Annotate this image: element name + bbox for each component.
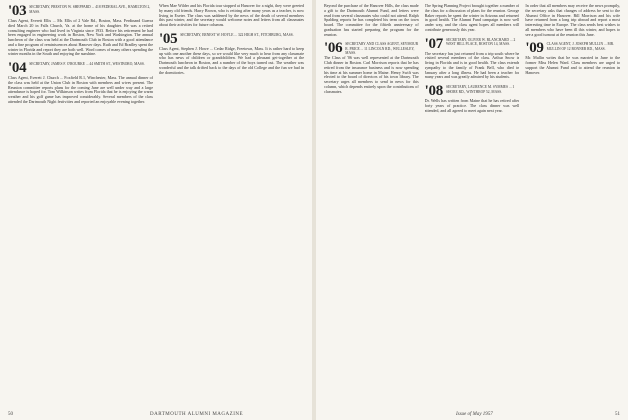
class-year: '09 bbox=[525, 40, 544, 57]
class-year: '07 bbox=[424, 35, 443, 52]
right-col-3 bbox=[525, 4, 620, 404]
class-note-1908 bbox=[425, 84, 520, 113]
right-page-columns bbox=[324, 4, 620, 404]
class-note-1904 bbox=[8, 61, 153, 105]
class-secretary-info: CLASS AGENT, J. JOSEPH MULLIN ... MR. MULLIN OF 12 BONNER RD., MASS. bbox=[546, 42, 615, 51]
class-note-continued bbox=[425, 4, 520, 33]
class-note-1909 bbox=[525, 41, 620, 75]
left-page-columns bbox=[8, 4, 304, 404]
class-secretary-info: SECRETARY, PRESTON W. SHEPPARD ... 418 FEDERAL AVE., HAMILTON 2, MASS. bbox=[29, 5, 151, 14]
class-year: '08 bbox=[424, 83, 443, 99]
class-note-text: Class Agent, Stephen J. Howe ... Cedar Ridge, Freetown, Mass. It is rather hard to keep up with one another these days, so we would like very much to hear from any classmate who has news of children or grandchildren. We had a pleasant get-together at the Dartmouth luncheon in Boston, and a number of the boys turned out. The weather was wonderful and the talk drifted back to the days of the old College and the fun we had in the dormitories. bbox=[159, 45, 304, 75]
class-secretary-info: SECRETARY, ERNEST W. HOYLE ... 322 HIGH ST., FITCHBURG, MASS. bbox=[180, 32, 294, 37]
class-note-continued bbox=[159, 4, 304, 28]
class-note-1905 bbox=[159, 32, 304, 76]
class-note-continued bbox=[324, 4, 419, 37]
class-secretary-info: SECRETARY, OLIVER W. BLANCHARD ... 2 WEST HILL PLACE, BOSTON 14, MASS. bbox=[445, 37, 516, 47]
class-secretary-info: SECRETARY, LAURENCE M. SYMMES ... 1 SHORE RD., WINTHROP 52, MASS. bbox=[445, 85, 515, 94]
class-note-text: Class Agent, Everett Ellis ... Mr. Ellis of 2 Vale Rd., Boston, Mass. Ferdinand Guerra died March 20 in Falls Church, Va. at the home of his daughter. He was a retired consulting engineer who had lived in Virginia since 1933. Before his retirement he had been engaged in engineering work in Boston, New York and Washington. The annual luncheon of the class was held at the Dartmouth Club in Boston with a good attendance and a fine program of reminiscences about Hanover days. Ruth and Ed Bradley spent the winter in Florida and report they are both well. Word comes of many others spending the winter months in the South and enjoying the sunshine. bbox=[8, 18, 153, 57]
left-col-2 bbox=[159, 4, 304, 404]
class-note-1903 bbox=[8, 4, 153, 57]
left-page bbox=[0, 0, 312, 420]
class-note-text: The Class of '06 was well represented at the Dartmouth Club dinner in Boston. Carl Morrison reports that he has retired from the insurance business and is now spending his time at his summer home in Maine. Henry Swift was elected to the board of directors of his town library. The secretary urges all members to send in news for this column, which depends entirely upon the contributions of classmates. bbox=[324, 55, 419, 94]
class-note-text: In order that all members may receive the news promptly, the secretary asks that changes of address be sent to the Alumni Office in Hanover. Bill Morrison and his wife have returned from a long trip abroad and report a most interesting time in Europe. The class sends best wishes to all members who have been ill this winter, and hopes to see a good turnout at the reunion this June. bbox=[525, 4, 621, 37]
class-note-1907 bbox=[425, 37, 520, 81]
right-col-2 bbox=[425, 4, 520, 404]
class-note-text: When Mae Wilder and his Florida tour stopped at Hanover for a night, they were greeted by many old friends. Harry Brown, who is retiring after many years as a teacher, is now living in Exeter. The class was saddened by the news of the death of several members this past winter, and the secretary would welcome notes and letters from all classmates about their activities for future columns. bbox=[159, 4, 304, 27]
class-note-text: Class Agent, Everett J. Church ... Foxfield R.1, Winchester, Mass. The annual dinner of the class was held at the Union Club in Boston with members and wives present. The Reunion committee reports plans for the coming June are well under way and a large attendance is hoped for. Tom Wilkinson writes from Florida that he is enjoying the warm weather and his golf game has improved considerably. Several members of the class attended the Dartmouth Night festivities and reported an enjoyable evening together. bbox=[8, 75, 153, 104]
class-note-text: The Spring Planning Project brought together a number of the class for a discussion of plans for the reunion. George Baker reports he spent the winter in Arizona and returned in good health. The Alumni Fund campaign is now well under way, and the class agent hopes all members will contribute generously this year. bbox=[424, 4, 520, 32]
right-page bbox=[316, 0, 628, 420]
page-number: 51 bbox=[615, 412, 620, 417]
class-year: '03 bbox=[8, 4, 27, 19]
page-number: 50 bbox=[8, 412, 13, 417]
class-secretary-info: SECRETARY AND CLASS AGENT, SEYMOUR R. PRICE ... 11 LINCOLN RD., WELLESLEY, MASS. bbox=[345, 42, 419, 56]
class-note-continued bbox=[525, 4, 620, 37]
right-col-1 bbox=[324, 4, 419, 404]
class-note-text: Dr. Wells has written from Maine that he has retired after forty years of practice. The class dinner was well attended, and all agreed to meet again next year. bbox=[424, 98, 520, 113]
class-note-text: Mr. Mullin writes that he was married in June to the former Miss Helen Ward. Class members are urged to support the Alumni Fund and to attend the reunion in Hanover. bbox=[525, 55, 621, 75]
class-secretary-info: SECRETARY, JAMES F. O'ROURKE ... 44 SMITH ST., WESTBORO, MASS. bbox=[29, 62, 145, 66]
class-note-text: The secretary has just returned from a trip south where he visited several members of the class. Arthur Snow is living in Florida and is in good health. The class extends sympathy to the family of Frank Bell, who died in January after a long illness. He had been a teacher for many years and was greatly admired by his students. bbox=[424, 50, 520, 80]
class-note-text: Beyond the purchase of the Hanover Hills, the class made a gift to the Dartmouth Alumni Fund, and letters were read from several classmates who could not attend. Ralph Spalding reports he has completed his term on the town board. The committee for the fiftieth anniversary of graduation has started preparing the program for the reunion. bbox=[324, 4, 419, 37]
running-footer: DARTMOUTH ALUMNI MAGAZINE bbox=[150, 412, 244, 417]
running-footer: Issue of May 1957 bbox=[456, 412, 493, 417]
class-year: '05 bbox=[159, 30, 178, 47]
class-year: '06 bbox=[324, 40, 343, 57]
class-note-1906 bbox=[324, 41, 419, 94]
left-col-1 bbox=[8, 4, 153, 404]
class-year: '04 bbox=[8, 60, 27, 76]
